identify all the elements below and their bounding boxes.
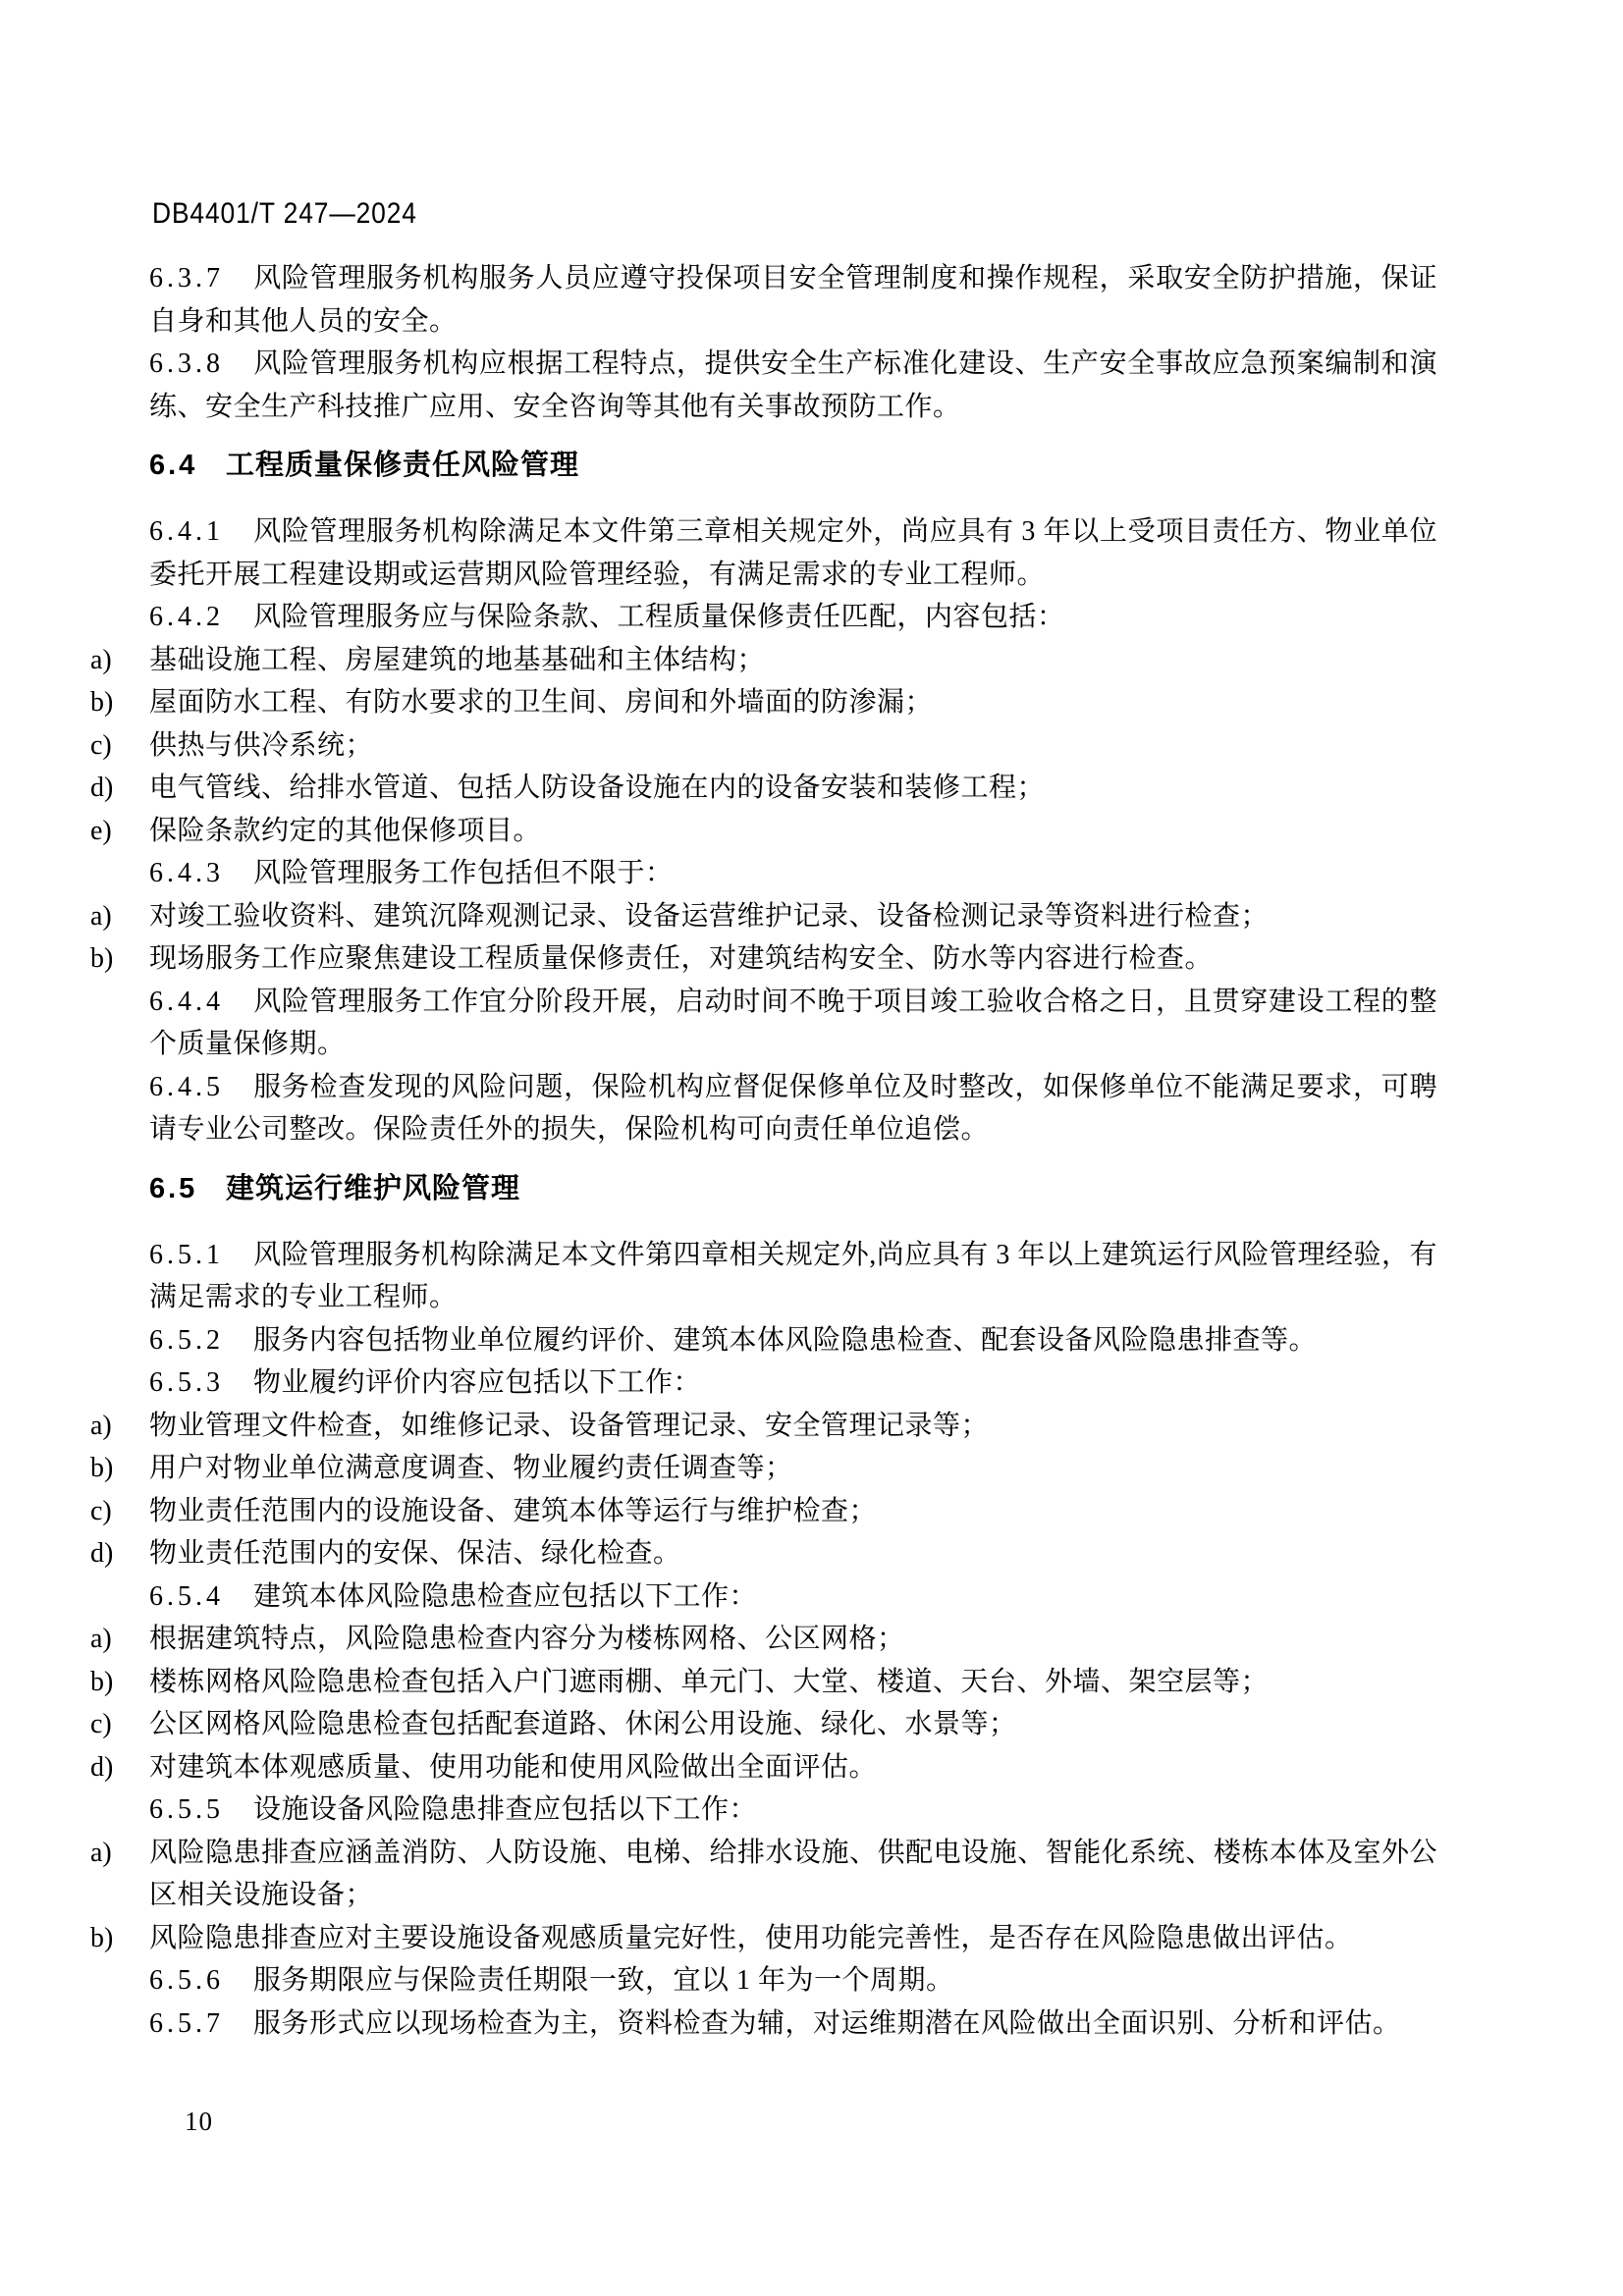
clause-text: 风险管理服务机构除满足本文件第四章相关规定外,尚应具有 3 年以上建筑运行风险管理经验，有满足需求的专业工程师。 (149, 1239, 1437, 1312)
clause-text: 风险管理服务机构应根据工程特点，提供安全生产标准化建设、生产安全事故应急预案编制和演练、安全生产科技推广应用、安全咨询等其他有关事故预防工作。 (149, 348, 1437, 422)
section-heading-6-5 (149, 1167, 1437, 1210)
clause-text: 设施设备风险隐患排查应包括以下工作： (253, 1794, 758, 1825)
list-text: 楼栋网格风险隐患检查包括入户门遮雨棚、单元门、大堂、楼道、天台、外墙、架空层等； (149, 1666, 1270, 1697)
list-item (90, 810, 1437, 853)
list-text: 物业责任范围内的安保、保洁、绿化检查。 (149, 1538, 681, 1569)
list-text: 风险隐患排查应对主要设施设备观感质量完好性，使用功能完善性，是否存在风险隐患做出评估。 (149, 1922, 1353, 1953)
page-number: 10 (185, 2107, 213, 2136)
list-label: c) (90, 1709, 112, 1739)
list-text: 对竣工验收资料、建筑沉降观测记录、设备运营维护记录、设备检测记录等资料进行检查； (149, 900, 1270, 932)
list-item (90, 767, 1437, 810)
list-text: 基础设施工程、房屋建筑的地基基础和主体结构； (149, 644, 766, 675)
list-item (90, 1661, 1437, 1704)
list-item (90, 1490, 1437, 1533)
heading-text: 建筑运行维护风险管理 (226, 1172, 521, 1204)
list-text: 物业管理文件检查，如维修记录、设备管理记录、安全管理记录等； (149, 1410, 990, 1441)
clause-6-5-6 (149, 1959, 1437, 2002)
list-label: a) (90, 644, 112, 675)
list-text: 物业责任范围内的设施设备、建筑本体等运行与维护检查； (149, 1495, 878, 1526)
list-label: b) (90, 1453, 114, 1483)
clause-6-3-8 (149, 343, 1437, 428)
list-text: 根据建筑特点，风险隐患检查内容分为楼栋网格、公区网格； (149, 1624, 905, 1654)
clause-text: 建筑本体风险隐患检查应包括以下工作： (253, 1580, 758, 1612)
heading-number: 6.5 (149, 1172, 198, 1204)
clause-6-3-7 (149, 257, 1437, 343)
list-item (90, 1618, 1437, 1661)
clause-6-4-5 (149, 1066, 1437, 1151)
list-item (90, 937, 1437, 981)
list-label: a) (90, 900, 112, 932)
clause-text: 风险管理服务机构除满足本文件第三章相关规定外，尚应具有 3 年以上受项目责任方、物业单位委托开展工程建设期或运营期风险管理经验，有满足需求的专业工程师。 (149, 516, 1437, 590)
list-label: a) (90, 1837, 112, 1868)
clause-6-5-4 (149, 1575, 1437, 1619)
clause-number: 6.4.5 (149, 1071, 224, 1102)
clause-number: 6.5.7 (149, 2007, 224, 2039)
clause-6-5-2 (149, 1319, 1437, 1362)
list-text: 保险条款约定的其他保修项目。 (149, 815, 542, 846)
clause-number: 6.4.1 (149, 516, 224, 547)
list-text: 用户对物业单位满意度调查、物业履约责任调查等； (149, 1453, 793, 1483)
list-label: c) (90, 729, 112, 761)
clause-6-5-7 (149, 2002, 1437, 2046)
clause-6-5-3 (149, 1362, 1437, 1405)
list-item (90, 895, 1437, 938)
list-item (90, 1532, 1437, 1575)
list-item (90, 639, 1437, 682)
list-item (90, 1703, 1437, 1746)
clause-number: 6.4.4 (149, 986, 224, 1017)
list-item (90, 1832, 1437, 1917)
list-label: d) (90, 1538, 114, 1569)
list-text: 供热与供冷系统； (149, 729, 374, 761)
document-body (90, 257, 1437, 2045)
clause-6-4-3 (149, 852, 1437, 895)
clause-text: 物业履约评价内容应包括以下工作： (253, 1367, 702, 1398)
list-text: 屋面防水工程、有防水要求的卫生间、房间和外墙面的防渗漏； (149, 687, 934, 718)
clause-text: 风险管理服务应与保险条款、工程质量保修责任匹配，内容包括： (253, 602, 1065, 632)
clause-number: 6.5.2 (149, 1324, 224, 1356)
list-item (90, 681, 1437, 724)
heading-number: 6.4 (149, 450, 198, 481)
list-label: a) (90, 1624, 112, 1654)
list-item (90, 1917, 1437, 1960)
clause-number: 6.3.8 (149, 348, 224, 379)
clause-number: 6.3.7 (149, 263, 224, 294)
list-label: d) (90, 1751, 114, 1783)
clause-number: 6.5.6 (149, 1965, 224, 1996)
clause-number: 6.4.3 (149, 858, 224, 888)
list-label: a) (90, 1410, 112, 1441)
clause-number: 6.5.5 (149, 1794, 224, 1825)
list-text: 电气管线、给排水管道、包括人防设备设施在内的设备安装和装修工程； (149, 773, 1046, 803)
clause-number: 6.5.3 (149, 1367, 224, 1398)
clause-6-5-5 (149, 1789, 1437, 1832)
clause-text: 风险管理服务工作宜分阶段开展，启动时间不晚于项目竣工验收合格之日，且贯穿建设工程的整个质量保修期。 (149, 986, 1437, 1059)
clause-6-4-1 (149, 510, 1437, 596)
clause-6-4-2 (149, 596, 1437, 639)
clause-text: 服务检查发现的风险问题，保险机构应督促保修单位及时整改，如保修单位不能满足要求，可聘请专业公司整改。保险责任外的损失，保险机构可向责任单位追偿。 (149, 1071, 1437, 1145)
list-item (90, 724, 1437, 768)
clause-number: 6.5.1 (149, 1239, 224, 1270)
list-label: b) (90, 943, 114, 974)
list-text: 风险隐患排查应涵盖消防、人防设施、电梯、给排水设施、供配电设施、智能化系统、楼栋本体及室外公区相关设施设备； (149, 1837, 1437, 1910)
doc-code: DB4401/T 247—2024 (152, 197, 417, 230)
list-label: b) (90, 1922, 114, 1953)
clause-number: 6.4.2 (149, 602, 224, 632)
clause-text: 服务内容包括物业单位履约评价、建筑本体风险隐患检查、配套设备风险隐患排查等。 (253, 1324, 1318, 1356)
list-text: 现场服务工作应聚焦建设工程质量保修责任，对建筑结构安全、防水等内容进行检查。 (149, 943, 1214, 974)
list-text: 对建筑本体观感质量、使用功能和使用风险做出全面评估。 (149, 1751, 878, 1783)
list-label: b) (90, 1666, 114, 1697)
list-item (90, 1447, 1437, 1490)
heading-text: 工程质量保修责任风险管理 (226, 450, 580, 481)
list-label: e) (90, 815, 112, 846)
section-heading-6-4 (149, 444, 1437, 487)
clause-text: 服务形式应以现场检查为主，资料检查为辅，对运维期潜在风险做出全面识别、分析和评估。 (253, 2007, 1401, 2039)
list-label: d) (90, 773, 114, 803)
clause-6-5-1 (149, 1234, 1437, 1319)
list-text: 公区网格风险隐患检查包括配套道路、休闲公用设施、绿化、水景等； (149, 1709, 1017, 1739)
clause-number: 6.5.4 (149, 1580, 224, 1612)
clause-text: 服务期限应与保险责任期限一致，宜以 1 年为一个周期。 (253, 1965, 954, 1996)
clause-text: 风险管理服务机构服务人员应遵守投保项目安全管理制度和操作规程，采取安全防护措施，保证自身和其他人员的安全。 (149, 263, 1437, 337)
list-label: c) (90, 1495, 112, 1526)
list-item (90, 1746, 1437, 1789)
list-item (90, 1405, 1437, 1448)
list-label: b) (90, 687, 114, 718)
clause-6-4-4 (149, 981, 1437, 1066)
clause-text: 风险管理服务工作包括但不限于： (253, 858, 674, 888)
